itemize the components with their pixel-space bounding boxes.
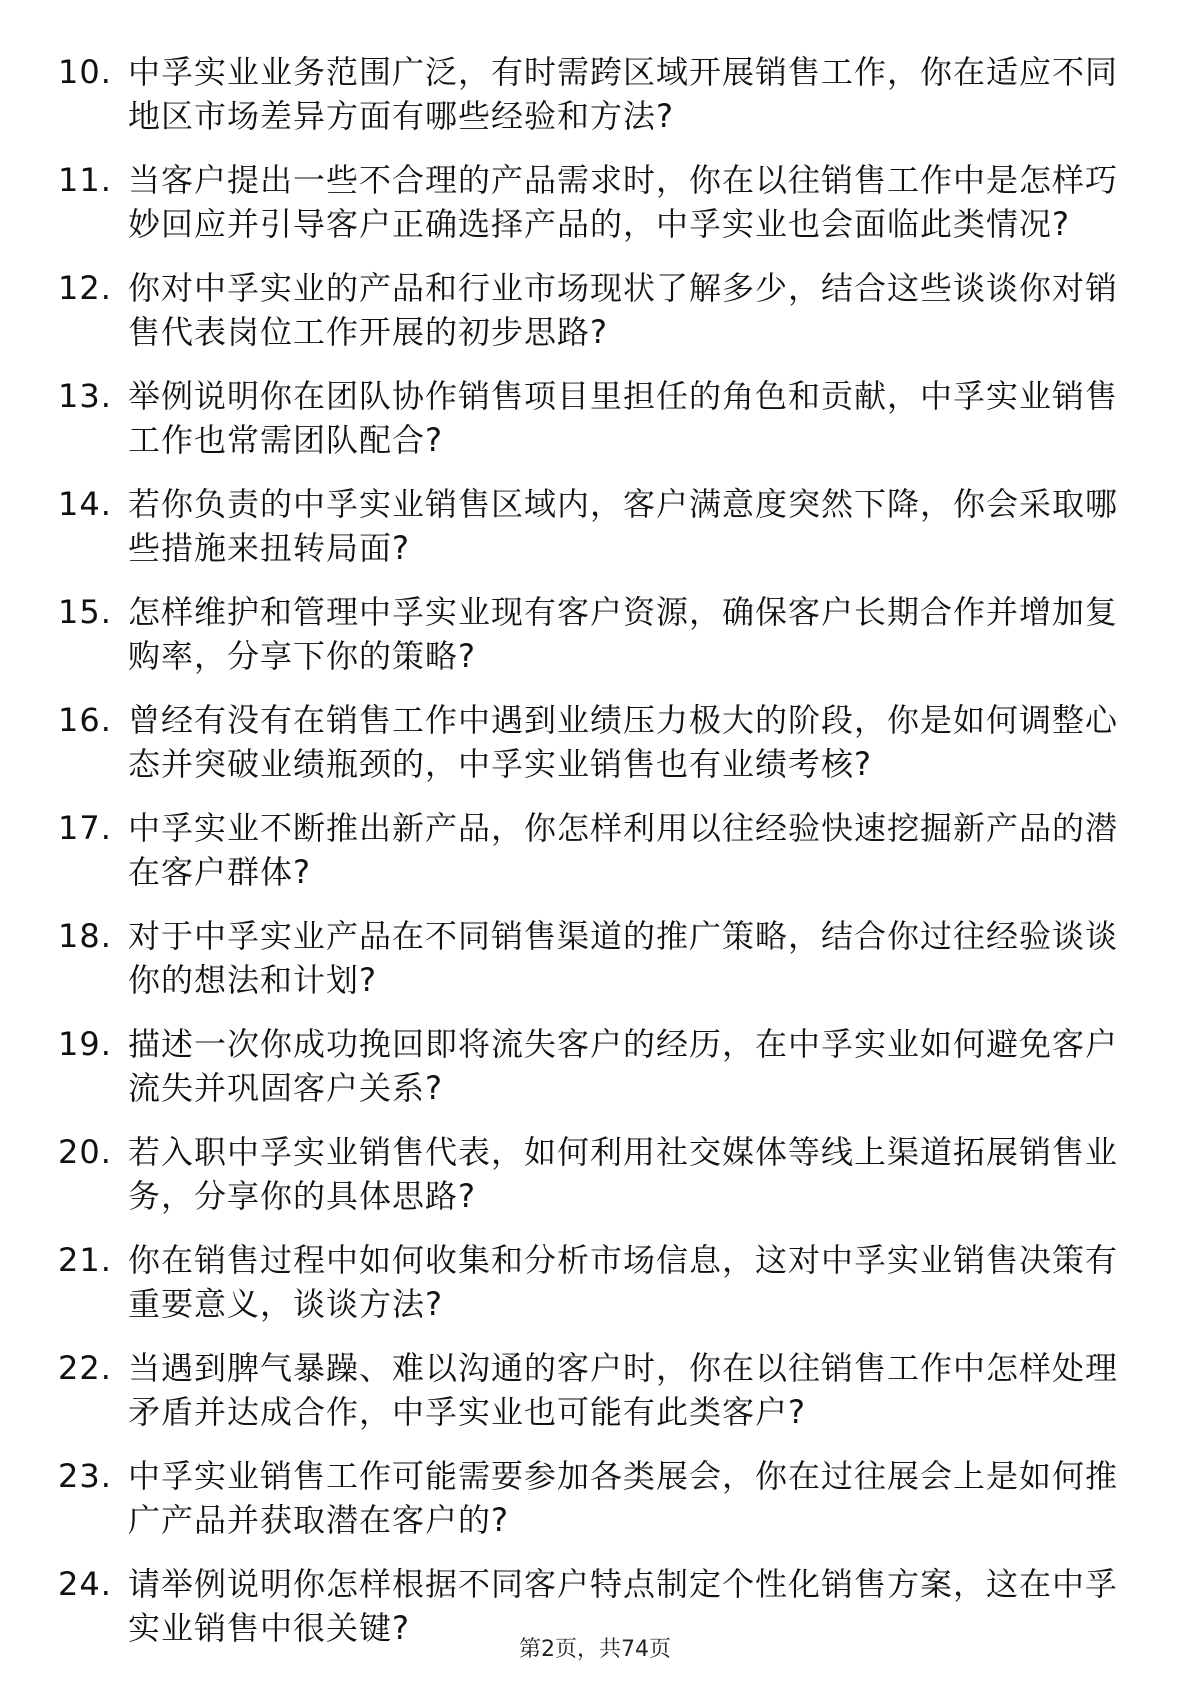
question-text: 对于中孚实业产品在不同销售渠道的推广策略，结合你过往经验谈谈你的想法和计划? bbox=[128, 917, 1119, 999]
question-list bbox=[58, 50, 1138, 1670]
question-number: 13. bbox=[58, 377, 112, 415]
question-number: 24. bbox=[58, 1565, 112, 1603]
question-text: 若你负责的中孚实业销售区域内，客户满意度突然下降，你会采取哪些措施来扭转局面? bbox=[128, 485, 1119, 567]
question-item bbox=[58, 158, 1138, 246]
question-number: 21. bbox=[58, 1241, 112, 1279]
question-item bbox=[58, 482, 1138, 570]
question-text: 若入职中孚实业销售代表，如何利用社交媒体等线上渠道拓展销售业务，分享你的具体思路? bbox=[128, 1133, 1119, 1215]
question-number: 23. bbox=[58, 1457, 112, 1495]
question-text: 曾经有没有在销售工作中遇到业绩压力极大的阶段，你是如何调整心态并突破业绩瓶颈的，中孚实业销售也有业绩考核? bbox=[128, 701, 1119, 783]
question-number: 10. bbox=[58, 53, 112, 91]
question-item bbox=[58, 806, 1138, 894]
question-number: 14. bbox=[58, 485, 112, 523]
question-number: 20. bbox=[58, 1133, 112, 1171]
question-item bbox=[58, 50, 1138, 138]
question-item bbox=[58, 1130, 1138, 1218]
question-text: 怎样维护和管理中孚实业现有客户资源，确保客户长期合作并增加复购率，分享下你的策略? bbox=[128, 593, 1119, 675]
question-text: 请举例说明你怎样根据不同客户特点制定个性化销售方案，这在中孚实业销售中很关键? bbox=[128, 1565, 1119, 1647]
question-item bbox=[58, 374, 1138, 462]
question-text: 中孚实业业务范围广泛，有时需跨区域开展销售工作，你在适应不同地区市场差异方面有哪些经验和方法? bbox=[128, 53, 1119, 135]
question-number: 12. bbox=[58, 269, 112, 307]
question-text: 当遇到脾气暴躁、难以沟通的客户时，你在以往销售工作中怎样处理矛盾并达成合作，中孚实业也可能有此类客户? bbox=[128, 1349, 1119, 1431]
question-item bbox=[58, 590, 1138, 678]
question-text: 举例说明你在团队协作销售项目里担任的角色和贡献，中孚实业销售工作也常需团队配合? bbox=[128, 377, 1119, 459]
question-item bbox=[58, 1454, 1138, 1542]
page-number-label: 第2页，共74页 bbox=[519, 1637, 671, 1662]
question-number: 16. bbox=[58, 701, 112, 739]
page-footer bbox=[0, 1636, 1190, 1664]
question-number: 18. bbox=[58, 917, 112, 955]
question-item bbox=[58, 1022, 1138, 1110]
question-number: 19. bbox=[58, 1025, 112, 1063]
question-item bbox=[58, 698, 1138, 786]
question-text: 描述一次你成功挽回即将流失客户的经历，在中孚实业如何避免客户流失并巩固客户关系? bbox=[128, 1025, 1119, 1107]
question-number: 22. bbox=[58, 1349, 112, 1387]
question-item bbox=[58, 914, 1138, 1002]
question-text: 中孚实业销售工作可能需要参加各类展会，你在过往展会上是如何推广产品并获取潜在客户的? bbox=[128, 1457, 1119, 1539]
question-text: 当客户提出一些不合理的产品需求时，你在以往销售工作中是怎样巧妙回应并引导客户正确选择产品的，中孚实业也会面临此类情况? bbox=[128, 161, 1119, 243]
question-number: 11. bbox=[58, 161, 112, 199]
question-item bbox=[58, 1238, 1138, 1326]
question-item bbox=[58, 266, 1138, 354]
question-number: 17. bbox=[58, 809, 112, 847]
question-text: 中孚实业不断推出新产品，你怎样利用以往经验快速挖掘新产品的潜在客户群体? bbox=[128, 809, 1119, 891]
question-text: 你在销售过程中如何收集和分析市场信息，这对中孚实业销售决策有重要意义，谈谈方法? bbox=[128, 1241, 1119, 1323]
question-number: 15. bbox=[58, 593, 112, 631]
question-item bbox=[58, 1346, 1138, 1434]
question-text: 你对中孚实业的产品和行业市场现状了解多少，结合这些谈谈你对销售代表岗位工作开展的初步思路? bbox=[128, 269, 1119, 351]
